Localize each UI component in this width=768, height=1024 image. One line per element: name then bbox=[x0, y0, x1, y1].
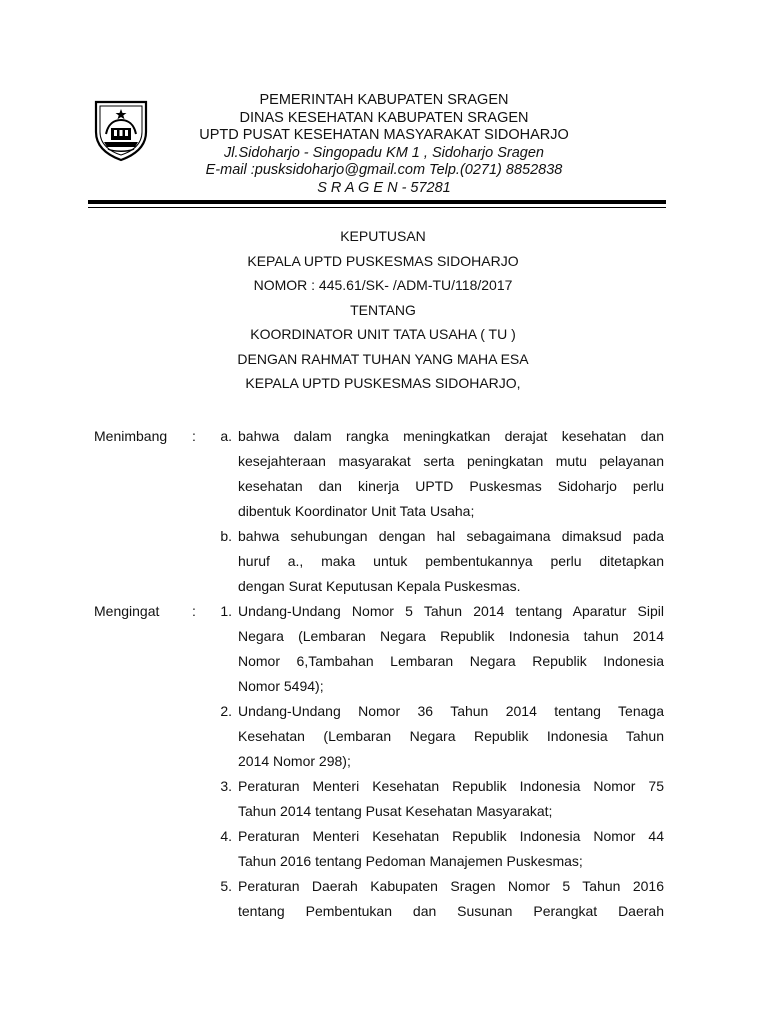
section-label: Mengingat bbox=[94, 603, 160, 619]
section-label: Menimbang bbox=[94, 428, 168, 444]
clause-text: Nomor 6,Tambahan Lembaran Negara Republik Indonesia bbox=[238, 653, 664, 669]
clause-line bbox=[0, 424, 768, 449]
clause-line bbox=[0, 724, 768, 749]
clause-number: b. bbox=[220, 528, 232, 544]
section-colon-spacer bbox=[192, 574, 212, 599]
section-colon-spacer bbox=[192, 524, 212, 549]
section-label-spacer bbox=[0, 699, 192, 724]
letterhead-divider-thick bbox=[88, 200, 666, 204]
clause-line bbox=[0, 849, 768, 874]
decree-invocation: DENGAN RAHMAT TUHAN YANG MAHA ESA bbox=[237, 350, 529, 367]
section-colon-spacer bbox=[192, 849, 212, 874]
clause-text: Kesehatan (Lembaran Negara Republik Indonesia Tahun bbox=[238, 728, 664, 744]
section-colon-spacer bbox=[192, 874, 212, 899]
clause-line bbox=[0, 899, 768, 924]
section-label-spacer bbox=[0, 524, 192, 549]
section-label-spacer bbox=[0, 799, 192, 824]
clause-text: bahwa dalam rangka meningkatkan derajat kesehatan dan bbox=[238, 428, 664, 444]
clause-number-spacer bbox=[212, 799, 238, 824]
decree-authority: KEPALA UPTD PUSKESMAS SIDOHARJO, bbox=[245, 375, 521, 391]
clause-number-spacer bbox=[212, 749, 238, 774]
clause-text: Undang-Undang Nomor 36 Tahun 2014 tentang Tenaga bbox=[238, 703, 664, 719]
section-label-spacer bbox=[0, 824, 192, 849]
clause-text: Nomor 5494); bbox=[238, 678, 324, 694]
section-label-spacer bbox=[0, 624, 192, 649]
clause-line bbox=[0, 599, 768, 624]
decree-about-label: TENTANG bbox=[350, 301, 416, 318]
letterhead-unit: UPTD PUSAT KESEHATAN MASYARAKAT SIDOHARJO bbox=[199, 127, 569, 143]
clause-number-spacer bbox=[212, 649, 238, 674]
section-label-spacer bbox=[0, 549, 192, 574]
section-colon-spacer bbox=[192, 549, 212, 574]
clause-number: a. bbox=[220, 428, 232, 444]
letterhead-government: PEMERINTAH KABUPATEN SRAGEN bbox=[259, 92, 509, 108]
clause-text: Negara (Lembaran Negara Republik Indonesia tahun 2014 bbox=[238, 628, 664, 644]
clause-line bbox=[0, 524, 768, 549]
section-colon-spacer bbox=[192, 674, 212, 699]
clause-number: 5. bbox=[220, 878, 232, 894]
clause-number: 3. bbox=[220, 778, 232, 794]
clause-text: bahwa sehubungan dengan hal sebagaimana dimaksud pada bbox=[238, 528, 664, 544]
clause-number-spacer bbox=[212, 574, 238, 599]
clause-line bbox=[0, 624, 768, 649]
clause-number-spacer bbox=[212, 449, 238, 474]
section-label-spacer bbox=[0, 499, 192, 524]
section-colon-spacer bbox=[192, 474, 212, 499]
letterhead-address: Jl.Sidoharjo - Singopadu KM 1 , Sidoharjo Sragen bbox=[224, 144, 544, 161]
letterhead-contact: E-mail :pusksidoharjo@gmail.com Telp.(0271) 8852838 bbox=[205, 162, 563, 178]
letterhead bbox=[150, 92, 618, 197]
clause-text: dengan Surat Keputusan Kepala Puskesmas. bbox=[238, 578, 521, 594]
clause-line bbox=[0, 799, 768, 824]
clause-line bbox=[0, 674, 768, 699]
section-colon-spacer bbox=[192, 799, 212, 824]
clause-number-spacer bbox=[212, 624, 238, 649]
clause-text: Tahun 2014 tentang Pusat Kesehatan Masyarakat; bbox=[238, 803, 553, 819]
decree-body bbox=[0, 424, 768, 924]
section-label-spacer bbox=[0, 774, 192, 799]
clause-number-spacer bbox=[212, 724, 238, 749]
section-colon: : bbox=[192, 428, 196, 444]
clause-line bbox=[0, 774, 768, 799]
section-colon-spacer bbox=[192, 449, 212, 474]
letterhead-department: DINAS KESEHATAN KABUPATEN SRAGEN bbox=[239, 109, 529, 126]
clause-number: 2. bbox=[220, 703, 232, 719]
section-label-spacer bbox=[0, 674, 192, 699]
letterhead-city: S R A G E N - 57281 bbox=[317, 179, 451, 196]
clause-text: kesehatan dan kinerja UPTD Puskesmas Sidoharjo perlu bbox=[238, 478, 664, 494]
clause-line bbox=[0, 549, 768, 574]
clause-text: kesejahteraan masyarakat serta peningkatan mutu pelayanan bbox=[238, 453, 664, 469]
section-colon-spacer bbox=[192, 824, 212, 849]
clause-text: tentang Pembentukan dan Susunan Perangkat Daerah bbox=[238, 903, 664, 919]
clause-line bbox=[0, 449, 768, 474]
clause-text: Tahun 2016 tentang Pedoman Manajemen Puskesmas; bbox=[238, 853, 583, 869]
section-colon-spacer bbox=[192, 899, 212, 924]
clause-line bbox=[0, 499, 768, 524]
clause-number-spacer bbox=[212, 899, 238, 924]
regency-seal-logo-icon bbox=[92, 98, 150, 162]
decree-issuer: KEPALA UPTD PUSKESMAS SIDOHARJO bbox=[247, 252, 519, 269]
section-colon: : bbox=[192, 603, 196, 619]
clause-text: Peraturan Menteri Kesehatan Republik Indonesia Nomor 44 bbox=[238, 828, 664, 844]
clause-line bbox=[0, 874, 768, 899]
section-label-spacer bbox=[0, 474, 192, 499]
clause-text: huruf a., maka untuk pembentukannya perlu ditetapkan bbox=[238, 553, 664, 569]
section-colon-spacer bbox=[192, 499, 212, 524]
clause-number-spacer bbox=[212, 674, 238, 699]
clause-number-spacer bbox=[212, 549, 238, 574]
considering-section bbox=[0, 424, 768, 599]
decree-title-block bbox=[88, 224, 678, 396]
clause-text: Peraturan Menteri Kesehatan Republik Indonesia Nomor 75 bbox=[238, 778, 664, 794]
clause-line bbox=[0, 574, 768, 599]
section-label-spacer bbox=[0, 874, 192, 899]
decree-heading: KEPUTUSAN bbox=[340, 228, 426, 244]
clause-line bbox=[0, 699, 768, 724]
clause-text: 2014 Nomor 298); bbox=[238, 753, 351, 769]
recalling-section bbox=[0, 599, 768, 924]
section-colon-spacer bbox=[192, 624, 212, 649]
clause-line bbox=[0, 649, 768, 674]
section-colon-spacer bbox=[192, 649, 212, 674]
clause-line bbox=[0, 749, 768, 774]
clause-number: 4. bbox=[220, 828, 232, 844]
section-colon-spacer bbox=[192, 699, 212, 724]
clause-text: Undang-Undang Nomor 5 Tahun 2014 tentang Aparatur Sipil bbox=[238, 603, 664, 619]
clause-text: dibentuk Koordinator Unit Tata Usaha; bbox=[238, 503, 475, 519]
section-label-spacer bbox=[0, 749, 192, 774]
section-label-spacer bbox=[0, 449, 192, 474]
section-colon-spacer bbox=[192, 724, 212, 749]
clause-text: Peraturan Daerah Kabupaten Sragen Nomor 5 Tahun 2016 bbox=[238, 878, 664, 894]
clause-number: 1. bbox=[220, 603, 232, 619]
section-label-spacer bbox=[0, 574, 192, 599]
clause-number-spacer bbox=[212, 849, 238, 874]
section-label-spacer bbox=[0, 724, 192, 749]
section-label-spacer bbox=[0, 849, 192, 874]
decree-subject: KOORDINATOR UNIT TATA USAHA ( TU ) bbox=[250, 326, 516, 342]
decree-number: NOMOR : 445.61/SK- /ADM-TU/118/2017 bbox=[253, 277, 513, 293]
section-label-spacer bbox=[0, 899, 192, 924]
clause-line bbox=[0, 474, 768, 499]
clause-line bbox=[0, 824, 768, 849]
letterhead-divider-thin bbox=[88, 207, 666, 208]
clause-number-spacer bbox=[212, 499, 238, 524]
section-colon-spacer bbox=[192, 749, 212, 774]
section-colon-spacer bbox=[192, 774, 212, 799]
section-label-spacer bbox=[0, 649, 192, 674]
clause-number-spacer bbox=[212, 474, 238, 499]
